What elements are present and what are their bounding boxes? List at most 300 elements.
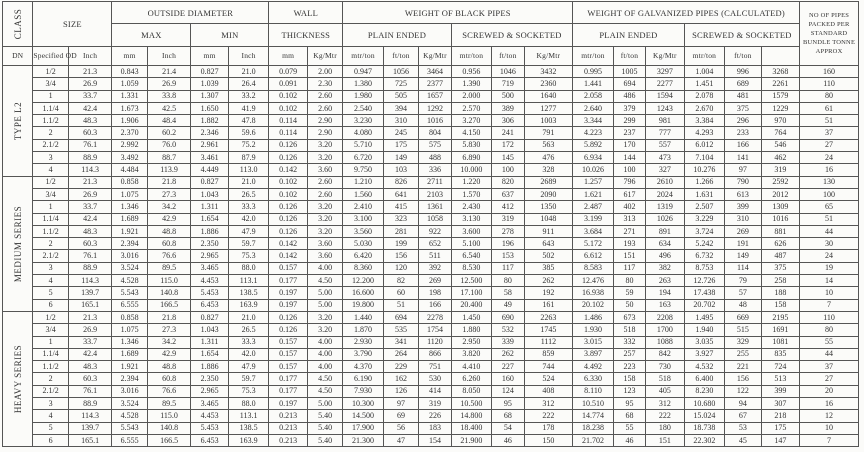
dn-cell: 2: [33, 373, 68, 385]
unit-header-kg-mtr: Kg/Mtr: [419, 47, 451, 66]
black-plain-ft-ton-cell: 1016: [419, 115, 451, 127]
galv-screwed-mtr-ton-cell: 67: [725, 410, 761, 422]
specified-od-cell: 114.3: [68, 410, 112, 422]
galv-plain-mtr-ton-cell: 237: [613, 127, 645, 139]
black-screwed-mtr-ton-cell: 58: [492, 287, 524, 299]
galv-screwed-kg-mtr-cell: 10.680: [684, 398, 725, 410]
table-row: [3, 225, 859, 237]
table-row: [3, 127, 859, 139]
black-plain-ft-ton-cell: 511: [419, 250, 451, 262]
galv-screwed-header: SCREWED & SOCKETED: [684, 24, 799, 47]
wall-mm-cell: 3.20: [307, 152, 342, 164]
specified-od-cell: 139.7: [68, 287, 112, 299]
dn-cell: 6: [33, 434, 68, 446]
specified-od-cell: 139.7: [68, 422, 112, 434]
size-header: SIZE: [33, 2, 112, 47]
min-inch-cell: 1.886: [191, 225, 228, 237]
specified-od-cell: 165.1: [68, 299, 112, 311]
max-mm-cell: 21.8: [147, 176, 191, 188]
pipes-per-bundle-cell: 44: [800, 225, 859, 237]
pipes-per-bundle-cell: 14: [800, 275, 859, 287]
galv-screwed-ft-ton-cell: 724: [761, 361, 800, 373]
dn-cell: 1: [33, 336, 68, 348]
pipes-per-bundle-cell: 27: [800, 139, 859, 151]
galv-plain-mtr-ton-cell: 100: [613, 164, 645, 176]
specified-od-cell: 76.1: [68, 250, 112, 262]
min-inch-cell: 2.961: [191, 139, 228, 151]
galv-screwed-mtr-ton-cell: 97: [725, 164, 761, 176]
galv-screwed-ft-ton-cell: 307: [761, 398, 800, 410]
black-plain-kg-mtr-cell: 7.930: [343, 385, 384, 397]
max-mm-cell: 89.5: [147, 398, 191, 410]
galv-screwed-mtr-ton-cell: 375: [725, 102, 761, 114]
galv-screwed-mtr-ton-cell: 221: [725, 361, 761, 373]
black-screwed-kg-mtr-cell: 12.500: [451, 275, 492, 287]
galv-plain-mtr-ton-cell: 151: [613, 250, 645, 262]
max-mm-cell: 33.8: [147, 90, 191, 102]
black-plain-mtr-ton-cell: 641: [383, 188, 418, 200]
galv-screwed-mtr-ton-cell: 79: [725, 275, 761, 287]
galv-screwed-kg-mtr-cell: 15.024: [684, 410, 725, 422]
black-plain-ft-ton-cell: 804: [419, 127, 451, 139]
pipes-per-bundle-cell: 65: [800, 201, 859, 213]
class-cell: [3, 311, 33, 446]
weight-black-header: WEIGHT OF BLACK PIPES: [343, 2, 573, 24]
wall-mm-cell: 3.60: [307, 164, 342, 176]
max-mm-cell: 60.8: [147, 238, 191, 250]
black-screwed-ft-ton-cell: 192: [524, 287, 573, 299]
galv-screwed-kg-mtr-cell: 1.940: [684, 324, 725, 336]
min-mm-cell: 88.0: [228, 398, 269, 410]
black-plain-kg-mtr-cell: 6.190: [343, 373, 384, 385]
galv-plain-kg-mtr-cell: 1.441: [573, 78, 614, 90]
max-inch-cell: 1.906: [112, 115, 147, 127]
galv-plain-ft-ton-cell: 496: [646, 250, 684, 262]
wall-mm-cell: 2.00: [307, 66, 342, 78]
galv-screwed-mtr-ton-cell: 45: [725, 434, 761, 446]
wall-mm-cell: 5.40: [307, 410, 342, 422]
galv-plain-mtr-ton-cell: 59: [613, 287, 645, 299]
dn-cell: 4: [33, 275, 68, 287]
galv-screwed-kg-mtr-cell: 8.753: [684, 262, 725, 274]
wall-mm-cell: 3.20: [307, 225, 342, 237]
table-row: [3, 66, 859, 78]
black-screwed-kg-mtr-cell: 21.900: [451, 434, 492, 446]
wall-mm-cell: 5.00: [307, 299, 342, 311]
galv-screwed-kg-mtr-cell: 1.266: [684, 176, 725, 188]
wall-inch-cell: 0.126: [269, 213, 307, 225]
galv-screwed-mtr-ton-cell: 310: [725, 213, 761, 225]
galv-plain-mtr-ton-cell: 271: [613, 225, 645, 237]
black-plain-kg-mtr-cell: 1.560: [343, 188, 384, 200]
galv-screwed-ft-ton-cell: 319: [761, 164, 800, 176]
min-inch-cell: 5.453: [191, 422, 228, 434]
wall-mm-cell: 4.00: [307, 336, 342, 348]
max-mm-cell: 34.2: [147, 201, 191, 213]
max-inch-cell: 3.016: [112, 385, 147, 397]
black-screwed-kg-mtr-cell: 5.100: [451, 238, 492, 250]
unit-header-mtr-ton: mtr/ton: [684, 47, 725, 66]
black-screwed-kg-mtr-cell: 10.000: [451, 164, 492, 176]
galv-plain-kg-mtr-cell: 1.486: [573, 311, 614, 323]
specified-od-cell: 76.1: [68, 385, 112, 397]
max-inch-cell: 0.843: [112, 66, 147, 78]
black-screwed-mtr-ton-cell: 49: [492, 299, 524, 311]
galv-screwed-kg-mtr-cell: 2.078: [684, 90, 725, 102]
galv-plain-ft-ton-cell: 151: [646, 434, 684, 446]
specified-od-cell: 48.3: [68, 225, 112, 237]
black-plain-kg-mtr-cell: 4.080: [343, 127, 384, 139]
black-plain-kg-mtr-cell: 16.600: [343, 287, 384, 299]
black-screwed-kg-mtr-cell: 2.950: [451, 336, 492, 348]
galv-plain-mtr-ton-cell: 1005: [613, 66, 645, 78]
max-header: MAX: [112, 24, 191, 47]
wall-inch-cell: 0.213: [269, 422, 307, 434]
galv-plain-kg-mtr-cell: 8.110: [573, 385, 614, 397]
specified-od-cell: 76.1: [68, 139, 112, 151]
wall-mm-cell: 2.60: [307, 90, 342, 102]
pipes-per-bundle-cell: 30: [800, 238, 859, 250]
galv-plain-kg-mtr-cell: 3.684: [573, 225, 614, 237]
black-screwed-ft-ton-cell: 262: [524, 275, 573, 287]
black-screwed-mtr-ton-cell: 153: [492, 250, 524, 262]
black-screwed-ft-ton-cell: 2090: [524, 188, 573, 200]
pipes-per-bundle-cell: 7: [800, 434, 859, 446]
wall-mm-cell: 3.20: [307, 213, 342, 225]
min-mm-cell: 163.9: [228, 299, 269, 311]
max-mm-cell: 42.9: [147, 348, 191, 360]
table-row: [3, 164, 859, 176]
min-mm-cell: 21.0: [228, 311, 269, 323]
dn-cell: 1: [33, 201, 68, 213]
specified-od-cell: 21.3: [68, 311, 112, 323]
unit-header-inch: Inch: [147, 47, 191, 66]
min-inch-cell: 4.453: [191, 410, 228, 422]
unit-header-ft-ton: ft/ton: [725, 47, 761, 66]
galv-screwed-kg-mtr-cell: 7.104: [684, 152, 725, 164]
black-plain-kg-mtr-cell: 1.870: [343, 324, 384, 336]
specified-od-cell: 33.7: [68, 90, 112, 102]
max-mm-cell: 115.0: [147, 275, 191, 287]
unit-header-mtr-ton: mtr/ton: [343, 47, 384, 66]
black-plain-mtr-ton-cell: 156: [383, 250, 418, 262]
black-screwed-ft-ton-cell: 744: [524, 361, 573, 373]
min-mm-cell: 113.1: [228, 410, 269, 422]
black-screwed-ft-ton-cell: 312: [524, 398, 573, 410]
specified-od-cell: 114.3: [68, 164, 112, 176]
black-plain-kg-mtr-cell: 4.370: [343, 361, 384, 373]
galv-screwed-mtr-ton-cell: 191: [725, 238, 761, 250]
galv-plain-ft-ton-cell: 222: [646, 410, 684, 422]
outside-diameter-header: OUTSIDE DIAMETER: [112, 2, 269, 24]
black-screwed-mtr-ton-cell: 241: [492, 127, 524, 139]
black-plain-ft-ton-cell: 2711: [419, 176, 451, 188]
max-mm-cell: 26.9: [147, 78, 191, 90]
dn-cell: 1.1/4: [33, 213, 68, 225]
black-plain-ft-ton-cell: 488: [419, 152, 451, 164]
specified-od-cell: 60.3: [68, 238, 112, 250]
wall-mm-cell: 3.20: [307, 139, 342, 151]
black-screwed-ft-ton-cell: 150: [524, 434, 573, 446]
wall-mm-cell: 4.00: [307, 348, 342, 360]
galv-screwed-ft-ton-cell: 546: [761, 139, 800, 151]
max-inch-cell: 1.059: [112, 78, 147, 90]
black-screwed-kg-mtr-cell: 2.570: [451, 102, 492, 114]
black-plain-kg-mtr-cell: 1.210: [343, 176, 384, 188]
min-inch-cell: 1.886: [191, 361, 228, 373]
max-mm-cell: 89.5: [147, 262, 191, 274]
pipes-per-bundle-cell: 61: [800, 102, 859, 114]
dn-cell: 5: [33, 422, 68, 434]
wall-header: WALL: [269, 2, 343, 24]
min-inch-cell: 1.311: [191, 201, 228, 213]
min-inch-cell: 1.654: [191, 348, 228, 360]
min-mm-cell: 75.3: [228, 250, 269, 262]
galv-plain-kg-mtr-cell: 18.238: [573, 422, 614, 434]
black-plain-ft-ton-cell: 2103: [419, 188, 451, 200]
specified-od-cell: 165.1: [68, 434, 112, 446]
wall-inch-cell: 0.197: [269, 299, 307, 311]
wall-inch-cell: 0.079: [269, 66, 307, 78]
black-plain-mtr-ton-cell: 310: [383, 115, 418, 127]
max-mm-cell: 27.3: [147, 188, 191, 200]
black-screwed-kg-mtr-cell: 2.000: [451, 90, 492, 102]
wall-inch-cell: 0.197: [269, 287, 307, 299]
max-inch-cell: 1.921: [112, 225, 147, 237]
black-plain-mtr-ton-cell: 264: [383, 348, 418, 360]
black-screwed-ft-ton-cell: 791: [524, 127, 573, 139]
pipes-per-bundle-cell: 7: [800, 299, 859, 311]
black-screwed-mtr-ton-cell: 80: [492, 275, 524, 287]
pipes-per-bundle-cell: 130: [800, 176, 859, 188]
min-mm-cell: 33.3: [228, 336, 269, 348]
galv-screwed-mtr-ton-cell: 329: [725, 336, 761, 348]
black-screwed-mtr-ton-cell: 306: [492, 115, 524, 127]
min-mm-cell: 163.9: [228, 434, 269, 446]
wall-inch-cell: 0.197: [269, 398, 307, 410]
table-row: [3, 78, 859, 90]
pipes-per-bundle-cell: 51: [800, 213, 859, 225]
max-mm-cell: 166.5: [147, 434, 191, 446]
table-row: [3, 410, 859, 422]
pipes-per-bundle-cell: 160: [800, 66, 859, 78]
max-mm-cell: 76.6: [147, 385, 191, 397]
galv-screwed-kg-mtr-cell: 20.702: [684, 299, 725, 311]
max-inch-cell: 3.016: [112, 250, 147, 262]
galv-plain-ft-ton-cell: 1319: [646, 201, 684, 213]
max-inch-cell: 1.346: [112, 336, 147, 348]
black-screwed-mtr-ton-cell: 160: [492, 373, 524, 385]
black-plain-kg-mtr-cell: 12.200: [343, 275, 384, 287]
unit-header-mm: mm: [191, 47, 228, 66]
black-plain-kg-mtr-cell: 8.360: [343, 262, 384, 274]
wall-mm-cell: 5.40: [307, 422, 342, 434]
galv-screwed-ft-ton-cell: 399: [761, 385, 800, 397]
black-screwed-ft-ton-cell: 1003: [524, 115, 573, 127]
black-plain-ft-ton-cell: 530: [419, 373, 451, 385]
wall-inch-cell: 0.177: [269, 275, 307, 287]
class-label: TYPE L2: [12, 101, 23, 140]
galv-plain-ft-ton-cell: 405: [646, 385, 684, 397]
galv-screwed-mtr-ton-cell: 141: [725, 152, 761, 164]
specified-od-cell: 88.9: [68, 398, 112, 410]
max-inch-cell: 3.524: [112, 262, 147, 274]
black-screwed-ft-ton-cell: 1277: [524, 102, 573, 114]
black-screwed-ft-ton-cell: 859: [524, 348, 573, 360]
black-screwed-kg-mtr-cell: 1.880: [451, 324, 492, 336]
black-screwed-kg-mtr-cell: 3.600: [451, 225, 492, 237]
dn-cell: 3: [33, 152, 68, 164]
galv-plain-mtr-ton-cell: 518: [613, 324, 645, 336]
unit-header-ft-ton: ft/ton: [613, 47, 645, 66]
wall-mm-cell: 2.60: [307, 102, 342, 114]
dn-cell: 1.1/2: [33, 225, 68, 237]
black-plain-kg-mtr-cell: 21.300: [343, 434, 384, 446]
wall-mm-cell: 2.30: [307, 78, 342, 90]
galv-screwed-kg-mtr-cell: 3.384: [684, 115, 725, 127]
max-inch-cell: 2.370: [112, 127, 147, 139]
galv-screwed-ft-ton-cell: 1691: [761, 324, 800, 336]
black-screwed-ft-ton-cell: 524: [524, 373, 573, 385]
dn-cell: 3: [33, 398, 68, 410]
dn-cell: 4: [33, 410, 68, 422]
black-plain-ft-ton-cell: 866: [419, 348, 451, 360]
table-row: [3, 201, 859, 213]
black-plain-kg-mtr-cell: 3.790: [343, 348, 384, 360]
galv-plain-kg-mtr-cell: 6.934: [573, 152, 614, 164]
black-plain-mtr-ton-cell: 56: [383, 422, 418, 434]
galv-screwed-ft-ton-cell: 1229: [761, 102, 800, 114]
galv-screwed-mtr-ton-cell: 166: [725, 139, 761, 151]
wall-inch-cell: 0.126: [269, 311, 307, 323]
galv-plain-ft-ton-cell: 777: [646, 127, 684, 139]
table-row: [3, 398, 859, 410]
black-screwed-ft-ton-cell: 178: [524, 422, 573, 434]
max-mm-cell: 166.5: [147, 299, 191, 311]
unit-header-kg-mtr: Kg/Mtr: [646, 47, 684, 66]
min-inch-cell: 1.043: [191, 324, 228, 336]
galv-plain-ft-ton-cell: 1243: [646, 102, 684, 114]
pipes-per-bundle-cell: 37: [800, 361, 859, 373]
black-screwed-ft-ton-cell: 2689: [524, 176, 573, 188]
max-inch-cell: 1.075: [112, 324, 147, 336]
black-plain-kg-mtr-cell: 3.230: [343, 115, 384, 127]
pipes-per-bundle-cell: 80: [800, 324, 859, 336]
pipes-per-bundle-cell: 37: [800, 127, 859, 139]
galv-plain-kg-mtr-cell: 5.172: [573, 238, 614, 250]
table-row: [3, 102, 859, 114]
dn-cell: 2.1/2: [33, 139, 68, 151]
specified-od-cell: 26.9: [68, 188, 112, 200]
galv-plain-kg-mtr-cell: 0.995: [573, 66, 614, 78]
black-plain-kg-mtr-cell: 6.420: [343, 250, 384, 262]
black-screwed-kg-mtr-cell: 1.570: [451, 188, 492, 200]
min-mm-cell: 138.5: [228, 287, 269, 299]
wall-inch-cell: 0.102: [269, 176, 307, 188]
black-plain-ft-ton-cell: 3464: [419, 66, 451, 78]
galv-plain-ft-ton-cell: 2277: [646, 78, 684, 90]
specified-od-cell: 48.3: [68, 115, 112, 127]
black-screwed-kg-mtr-cell: 17.100: [451, 287, 492, 299]
specified-od-cell: 21.3: [68, 176, 112, 188]
min-mm-cell: 75.3: [228, 385, 269, 397]
specified-od-cell: 88.9: [68, 152, 112, 164]
table-row: [3, 373, 859, 385]
galv-screwed-mtr-ton-cell: 149: [725, 250, 761, 262]
weight-galv-header: WEIGHT OF GALVANIZED PIPES (CALCULATED): [573, 2, 800, 24]
max-mm-cell: 60.2: [147, 127, 191, 139]
black-screwed-kg-mtr-cell: 6.260: [451, 373, 492, 385]
galv-plain-mtr-ton-cell: 257: [613, 348, 645, 360]
table-row: [3, 422, 859, 434]
black-plain-kg-mtr-cell: 0.947: [343, 66, 384, 78]
galv-screwed-kg-mtr-cell: 5.242: [684, 238, 725, 250]
min-inch-cell: 6.453: [191, 299, 228, 311]
galv-plain-mtr-ton-cell: 694: [613, 78, 645, 90]
galv-screwed-mtr-ton-cell: 399: [725, 201, 761, 213]
black-plain-kg-mtr-cell: 3.560: [343, 225, 384, 237]
black-screwed-kg-mtr-cell: 6.540: [451, 250, 492, 262]
table-row: [3, 115, 859, 127]
black-screwed-ft-ton-cell: 643: [524, 238, 573, 250]
min-mm-cell: 113.1: [228, 275, 269, 287]
black-plain-mtr-ton-cell: 47: [383, 434, 418, 446]
specified-od-cell: 33.7: [68, 336, 112, 348]
pipes-per-bundle-cell: 16: [800, 398, 859, 410]
galv-screwed-kg-mtr-cell: 3.724: [684, 225, 725, 237]
wall-inch-cell: 0.091: [269, 78, 307, 90]
black-plain-ft-ton-cell: 414: [419, 385, 451, 397]
black-screwed-mtr-ton-cell: 100: [492, 164, 524, 176]
specified-od-cell: 60.3: [68, 373, 112, 385]
specified-od-cell: 26.9: [68, 78, 112, 90]
max-inch-cell: 4.528: [112, 410, 147, 422]
galv-screwed-ft-ton-cell: 1081: [761, 336, 800, 348]
dn-cell: 1.1/4: [33, 102, 68, 114]
table-row: [3, 250, 859, 262]
min-mm-cell: 59.7: [228, 238, 269, 250]
black-plain-ft-ton-cell: 652: [419, 238, 451, 250]
wall-inch-cell: 0.142: [269, 164, 307, 176]
galv-plain-ft-ton-cell: 891: [646, 225, 684, 237]
galv-screwed-ft-ton-cell: 3268: [761, 66, 800, 78]
black-screwed-kg-mtr-cell: 0.956: [451, 66, 492, 78]
min-inch-cell: 3.461: [191, 152, 228, 164]
galv-plain-ft-ton-cell: 194: [646, 287, 684, 299]
wall-mm-cell: 2.90: [307, 115, 342, 127]
black-plain-ft-ton-cell: 166: [419, 299, 451, 311]
dn-cell: 6: [33, 299, 68, 311]
min-inch-cell: 2.350: [191, 238, 228, 250]
max-inch-cell: 2.394: [112, 238, 147, 250]
black-screwed-mtr-ton-cell: 820: [492, 176, 524, 188]
galv-plain-mtr-ton-cell: 123: [613, 385, 645, 397]
max-inch-cell: 1.075: [112, 188, 147, 200]
galv-plain-ft-ton-cell: 518: [646, 373, 684, 385]
max-mm-cell: 115.0: [147, 410, 191, 422]
galv-plain-mtr-ton-cell: 402: [613, 201, 645, 213]
min-inch-cell: 0.827: [191, 311, 228, 323]
wall-mm-cell: 4.00: [307, 361, 342, 373]
min-mm-cell: 113.0: [228, 164, 269, 176]
black-screwed-ft-ton-cell: 1745: [524, 324, 573, 336]
class-label: HEAVY SERIES: [12, 344, 23, 414]
black-plain-ft-ton-cell: 392: [419, 262, 451, 274]
black-plain-mtr-ton-cell: 126: [383, 385, 418, 397]
black-plain-mtr-ton-cell: 1056: [383, 66, 418, 78]
table-row: [3, 348, 859, 360]
max-mm-cell: 88.7: [147, 152, 191, 164]
